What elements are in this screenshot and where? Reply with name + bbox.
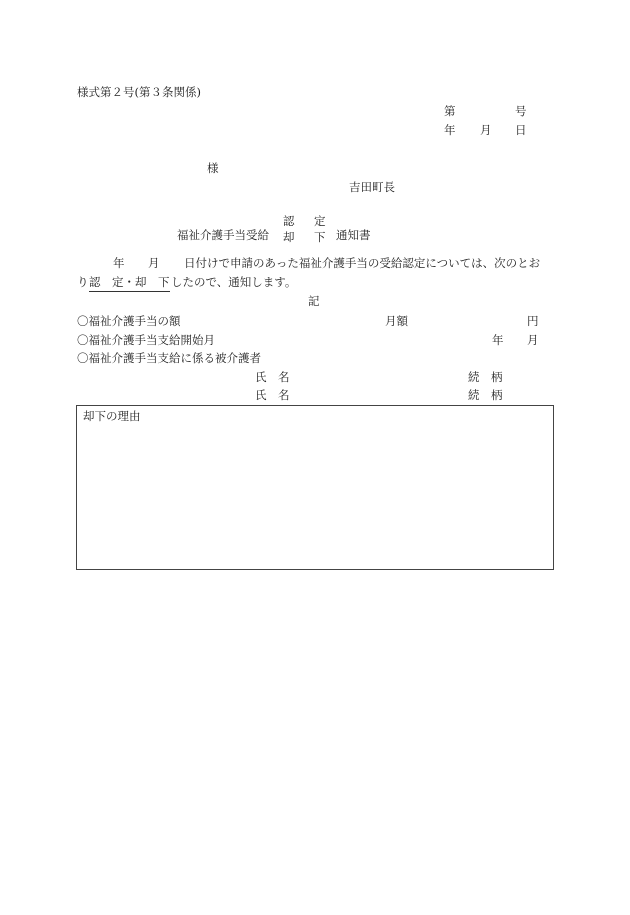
body-line-2-prefix: り <box>77 275 89 289</box>
caree-label: 〇福祉介護手当支給に係る被介護者 <box>77 351 261 365</box>
date-year-label: 年 <box>444 123 456 137</box>
title-option-reject-1: 却 <box>283 230 295 244</box>
monthly-amount-label: 月額 <box>385 314 408 328</box>
start-month-label: 〇福祉介護手当支給開始月 <box>77 333 215 347</box>
rejection-reason-box <box>76 405 554 570</box>
title-prefix: 福祉介護手当受給 <box>177 228 269 242</box>
caree-relation-label: 続 柄 <box>468 388 503 402</box>
start-month-unit: 月 <box>527 333 539 347</box>
title-option-reject-2: 下 <box>314 230 326 244</box>
form-number: 様式第２号(第３条関係) <box>77 85 201 99</box>
title-option-recognize-1: 認 <box>283 214 295 228</box>
date-month-label: 月 <box>480 123 492 137</box>
start-year-unit: 年 <box>492 333 504 347</box>
document-number-suffix: 号 <box>515 104 527 118</box>
caree-name-label: 氏 名 <box>255 388 290 402</box>
date-day-label: 日 <box>515 123 527 137</box>
yen-unit: 円 <box>527 314 539 328</box>
caree-name-label: 氏 名 <box>255 370 290 384</box>
title-suffix: 通知書 <box>336 228 371 242</box>
issuer-name: 吉田町長 <box>349 180 395 194</box>
title-option-recognize-2: 定 <box>314 214 326 228</box>
amount-label: 〇福祉介護手当の額 <box>77 314 181 328</box>
body-line-2-suffix: したので、通知します。 <box>171 275 297 289</box>
rejection-reason-label: 却下の理由 <box>83 409 141 423</box>
body-line-1: 日付けで申請のあった福祉介護手当の受給認定については、次のとお <box>184 256 541 270</box>
addressee-honorific: 様 <box>207 161 219 175</box>
caree-relation-label: 続 柄 <box>468 370 503 384</box>
body-year-label: 年 <box>113 256 125 270</box>
body-decision-choice: 認 定・却 下 <box>89 276 170 292</box>
body-month-label: 月 <box>148 256 160 270</box>
record-heading: 記 <box>308 294 320 308</box>
document-number-prefix: 第 <box>444 104 456 118</box>
